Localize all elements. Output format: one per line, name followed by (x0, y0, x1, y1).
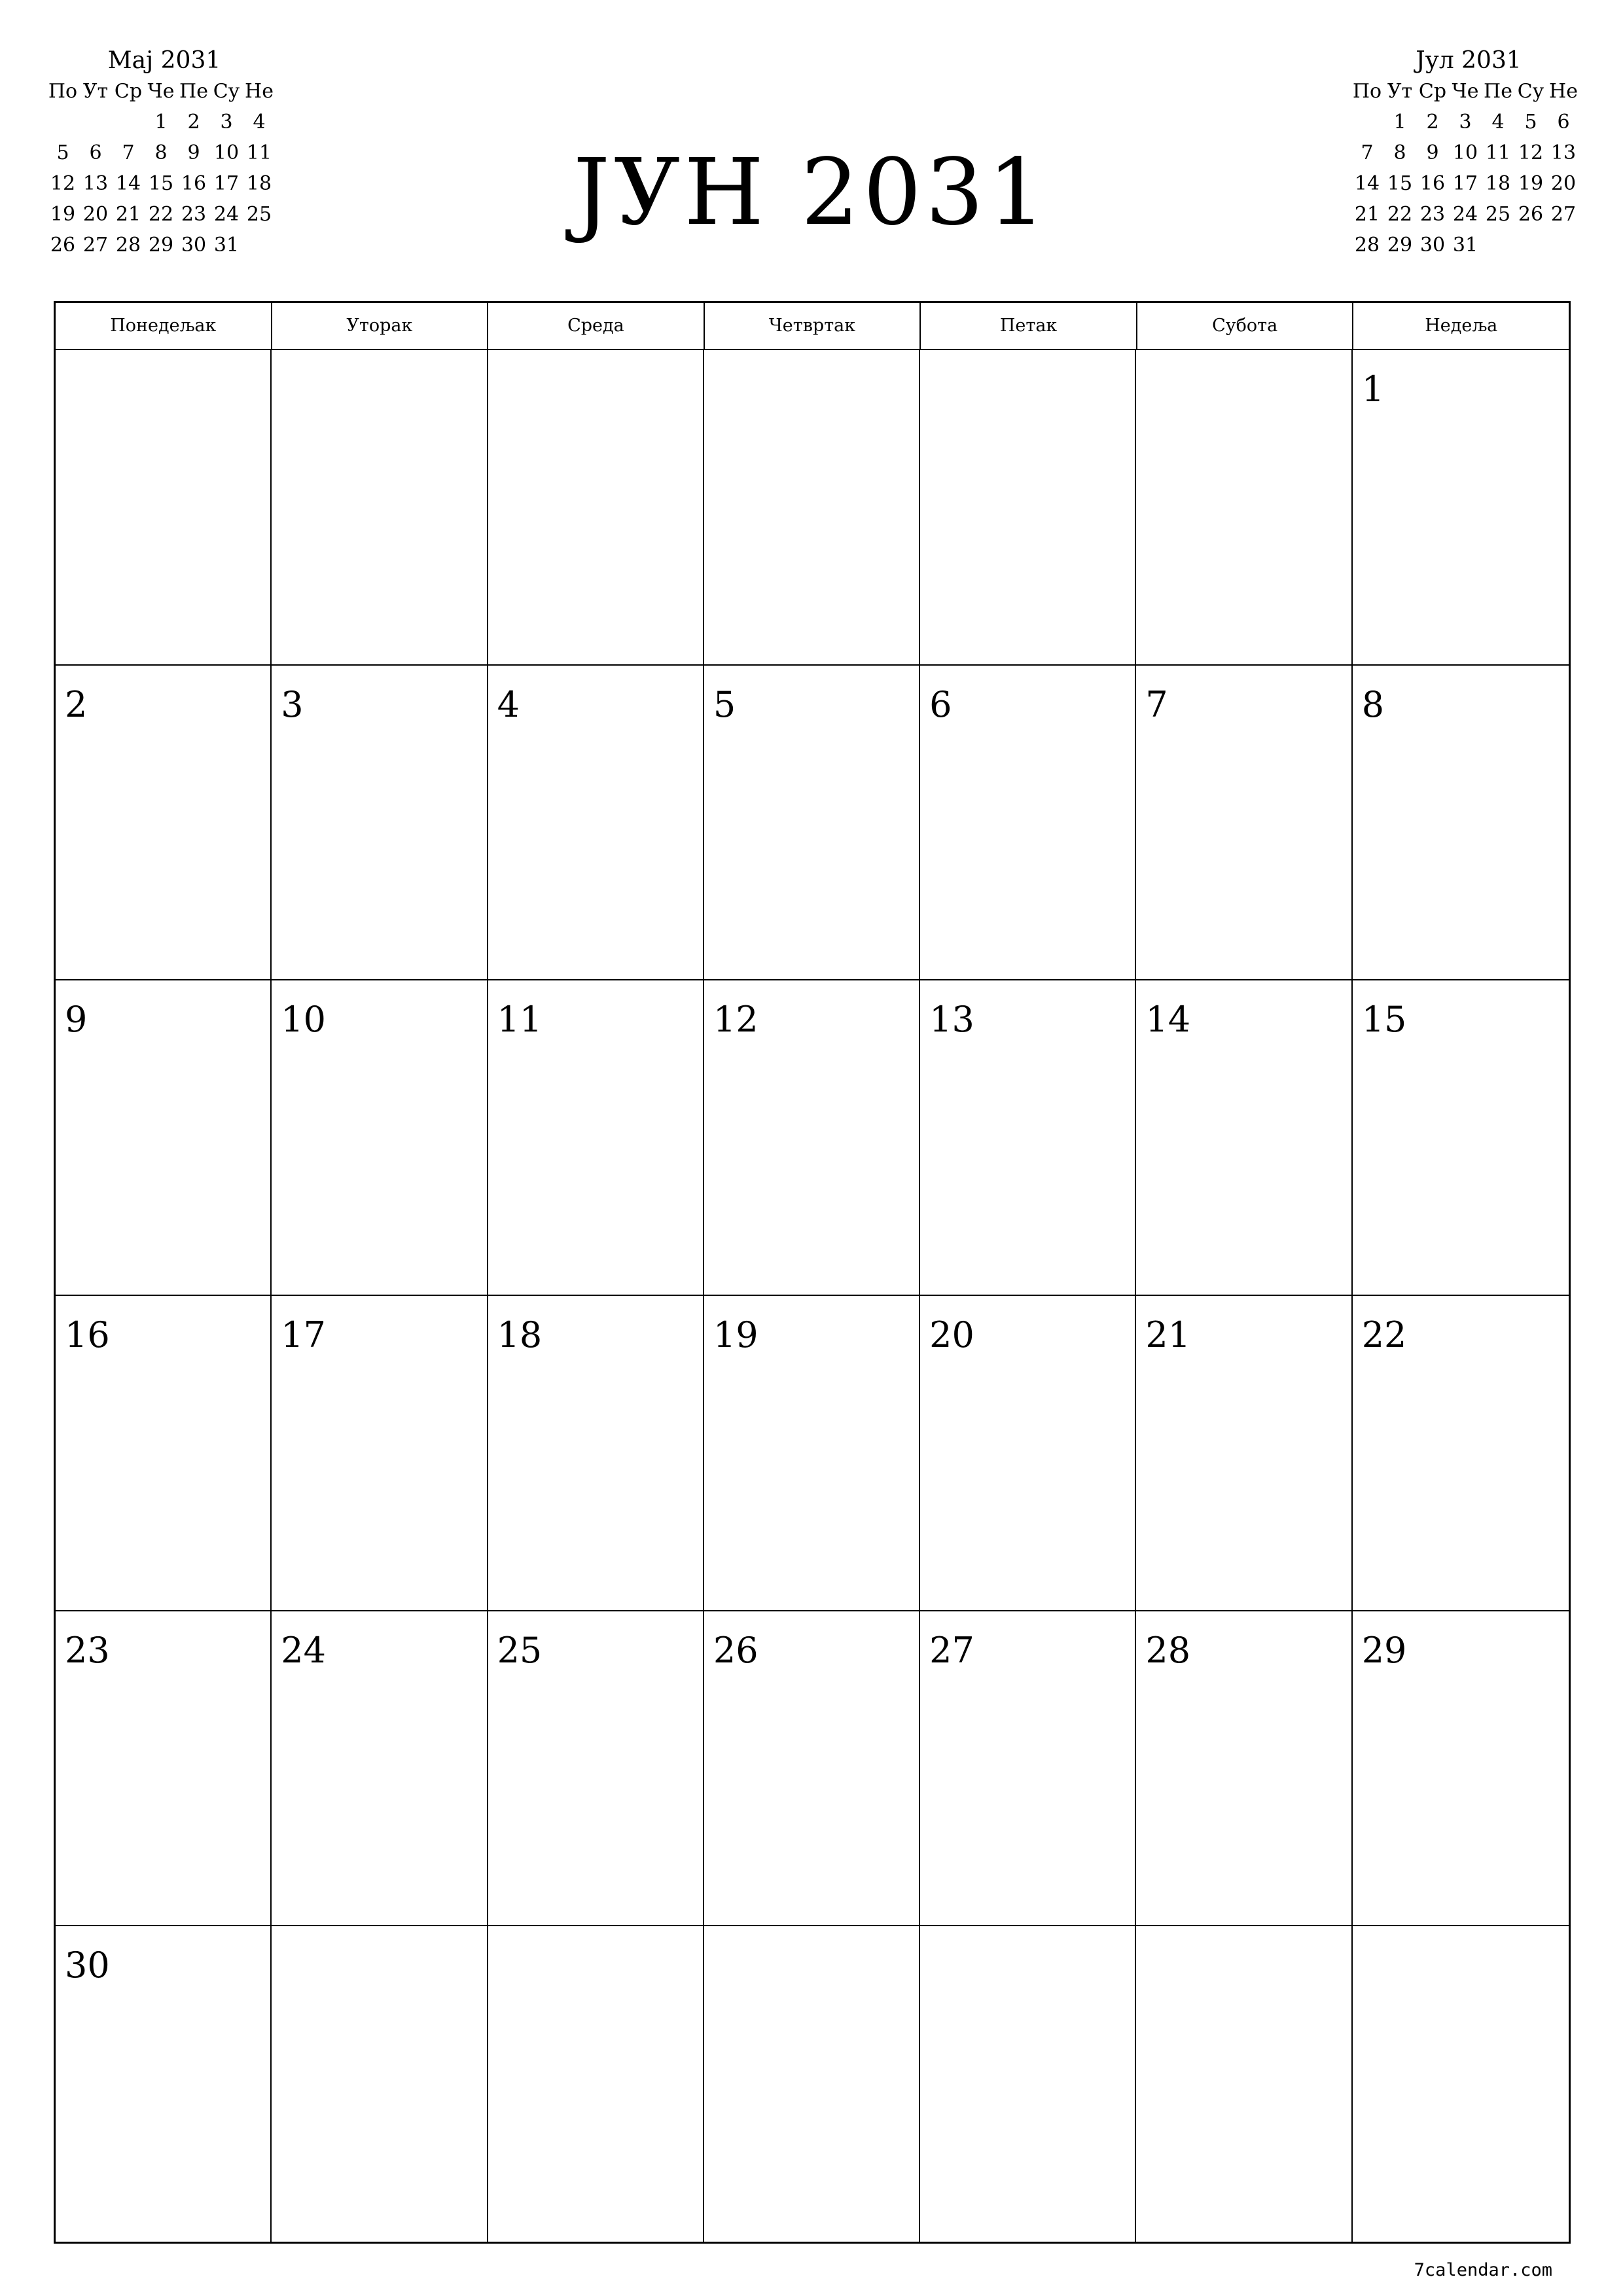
mini-day: 5 (56, 141, 69, 164)
day-cell[interactable] (56, 666, 272, 981)
mini-weekday-label: Не (245, 80, 274, 103)
mini-day: 18 (246, 172, 272, 195)
mini-day: 25 (1485, 203, 1511, 226)
day-cell[interactable] (1136, 350, 1352, 666)
mini-day: 17 (213, 172, 240, 195)
day-number: 22 (1361, 1314, 1407, 1355)
mini-day: 21 (115, 203, 141, 226)
mini-day: 14 (115, 172, 141, 195)
day-cell[interactable] (56, 1926, 272, 2242)
day-number: 17 (281, 1314, 326, 1355)
mini-day: 16 (1419, 172, 1446, 195)
mini-day: 7 (1361, 141, 1374, 164)
mini-day: 25 (246, 203, 272, 226)
mini-day: 10 (213, 141, 240, 164)
mini-day: 27 (1550, 203, 1577, 226)
mini-day: 28 (115, 234, 141, 257)
mini-day: 9 (1426, 141, 1439, 164)
weekday-header: Петак (921, 303, 1137, 349)
weekday-header: Недеља (1425, 315, 1498, 336)
day-cell[interactable] (272, 980, 488, 1296)
mini-day: 5 (1524, 111, 1537, 134)
day-number: 21 (1145, 1314, 1191, 1355)
day-number: 30 (65, 1945, 110, 1986)
mini-day (243, 230, 276, 260)
day-cell[interactable] (920, 980, 1136, 1296)
day-number: 28 (1145, 1629, 1191, 1671)
mini-weekday-label: По (1352, 80, 1382, 103)
day-number: 6 (929, 683, 952, 725)
day-cell[interactable] (272, 1611, 488, 1927)
mini-day (1351, 107, 1383, 137)
mini-day: 24 (1452, 203, 1478, 226)
mini-day: 15 (1387, 172, 1413, 195)
mini-day (1482, 230, 1514, 260)
day-cell[interactable] (56, 1611, 272, 1927)
day-number: 9 (65, 999, 88, 1041)
mini-weekday-label: Су (213, 80, 240, 103)
mini-weekday-label: Ут (1387, 80, 1413, 103)
day-number: 20 (929, 1314, 974, 1355)
mini-day: 22 (148, 203, 174, 226)
mini-day: 7 (122, 141, 135, 164)
day-number: 7 (1145, 683, 1168, 725)
day-cell[interactable] (920, 1611, 1136, 1927)
day-cell[interactable] (272, 1296, 488, 1611)
day-number: 10 (281, 999, 326, 1041)
mini-day (46, 260, 79, 291)
mini-day: 18 (1485, 172, 1511, 195)
day-number: 3 (281, 683, 304, 725)
day-cell[interactable] (704, 350, 920, 666)
day-cell[interactable] (488, 980, 704, 1296)
day-number: 19 (713, 1314, 758, 1355)
day-number: 13 (929, 999, 974, 1041)
site-credit: 7calendar.com (1414, 2260, 1552, 2280)
day-number: 27 (929, 1629, 974, 1671)
mini-weekday-label: Че (147, 80, 175, 103)
mini-day: 29 (148, 234, 174, 257)
day-cell[interactable] (920, 666, 1136, 981)
day-number: 24 (281, 1629, 326, 1671)
mini-day: 29 (1387, 234, 1413, 257)
day-cell[interactable] (488, 1926, 704, 2242)
day-number: 8 (1361, 683, 1385, 725)
mini-calendar-title: Јул 2031 (1416, 47, 1522, 74)
day-cell[interactable] (920, 1926, 1136, 2242)
mini-weekday-label: По (48, 80, 78, 103)
day-number: 4 (497, 683, 520, 725)
day-cell[interactable] (488, 1611, 704, 1927)
day-cell[interactable] (704, 980, 920, 1296)
mini-day (46, 107, 79, 137)
weekday-header: Понедељак (56, 303, 272, 349)
mini-day: 15 (148, 172, 174, 195)
day-cell[interactable] (1353, 350, 1569, 666)
weekday-header: Четвртак (705, 303, 921, 349)
mini-day (1514, 230, 1547, 260)
day-cell[interactable] (704, 1296, 920, 1611)
weekday-header: Субота (1137, 303, 1354, 349)
page-title: ЈУН 2031 (573, 139, 1050, 246)
day-cell[interactable] (56, 350, 272, 666)
mini-calendar-grid (46, 76, 282, 291)
mini-day: 21 (1354, 203, 1380, 226)
mini-day (1351, 260, 1383, 291)
mini-day: 2 (1426, 111, 1439, 134)
mini-day: 3 (220, 111, 233, 134)
day-cell[interactable] (1136, 666, 1352, 981)
day-cell[interactable] (704, 666, 920, 981)
weekday-header: Уторак (272, 303, 489, 349)
weekday-header: Среда (488, 303, 705, 349)
mini-day: 30 (181, 234, 207, 257)
mini-day: 4 (253, 111, 266, 134)
day-cell[interactable] (1136, 1611, 1352, 1927)
mini-day: 14 (1354, 172, 1380, 195)
mini-day: 20 (1550, 172, 1577, 195)
mini-day: 26 (1518, 203, 1544, 226)
mini-day: 6 (89, 141, 102, 164)
day-cell[interactable] (488, 1296, 704, 1611)
mini-day (79, 260, 112, 291)
mini-weekday-label: Су (1517, 80, 1544, 103)
day-number: 2 (65, 683, 88, 725)
day-cell[interactable] (704, 1926, 920, 2242)
mini-day: 1 (1393, 111, 1406, 134)
day-number: 23 (65, 1629, 110, 1671)
mini-day: 13 (82, 172, 109, 195)
mini-day: 11 (1485, 141, 1511, 164)
mini-weekday-label: Ср (114, 80, 143, 103)
day-cell[interactable] (1136, 1926, 1352, 2242)
mini-day: 26 (50, 234, 76, 257)
day-cell[interactable] (488, 666, 704, 981)
day-cell[interactable] (1353, 1611, 1569, 1927)
mini-day: 1 (154, 111, 168, 134)
day-cell[interactable] (56, 980, 272, 1296)
day-cell[interactable] (56, 1296, 272, 1611)
mini-calendar-previous-month (46, 46, 282, 291)
day-cell[interactable] (920, 350, 1136, 666)
day-cell[interactable] (1353, 1926, 1569, 2242)
mini-day: 2 (187, 111, 200, 134)
mini-day: 12 (1518, 141, 1544, 164)
mini-day: 28 (1354, 234, 1380, 257)
mini-weekday-label: Че (1452, 80, 1479, 103)
mini-day: 31 (1452, 234, 1478, 257)
mini-weekday-label: Пе (1484, 80, 1512, 103)
day-number: 29 (1361, 1629, 1407, 1671)
mini-day: 31 (213, 234, 240, 257)
mini-day: 13 (1550, 141, 1577, 164)
day-number: 14 (1145, 999, 1191, 1041)
mini-weekday-label: Ут (82, 80, 109, 103)
mini-day: 19 (1518, 172, 1544, 195)
mini-day: 4 (1491, 111, 1505, 134)
mini-day: 30 (1419, 234, 1446, 257)
mini-calendar-title: Мај 2031 (107, 47, 221, 74)
mini-day: 16 (181, 172, 207, 195)
mini-day (112, 107, 145, 137)
day-cell[interactable] (488, 350, 704, 666)
mini-weekday-label: Пе (179, 80, 208, 103)
mini-day: 17 (1452, 172, 1478, 195)
day-cells (56, 349, 1569, 2242)
day-number: 12 (713, 999, 758, 1041)
day-cell[interactable] (1353, 666, 1569, 981)
mini-weekday-label: Ср (1418, 80, 1447, 103)
mini-day: 10 (1452, 141, 1478, 164)
mini-day: 23 (1419, 203, 1446, 226)
mini-day: 8 (1393, 141, 1406, 164)
day-cell[interactable] (272, 666, 488, 981)
mini-day (1383, 260, 1416, 291)
mini-day: 24 (213, 203, 240, 226)
mini-day: 3 (1459, 111, 1472, 134)
day-cell[interactable] (920, 1296, 1136, 1611)
mini-day: 9 (187, 141, 200, 164)
month-grid (54, 301, 1571, 2244)
mini-day: 8 (154, 141, 168, 164)
mini-day (79, 107, 112, 137)
mini-day: 20 (82, 203, 109, 226)
day-number: 26 (713, 1629, 758, 1671)
mini-day: 22 (1387, 203, 1413, 226)
mini-calendar-grid (1351, 76, 1586, 291)
weekday-header-row (56, 303, 1569, 349)
mini-day: 23 (181, 203, 207, 226)
mini-day: 6 (1557, 111, 1570, 134)
mini-weekday-label: Не (1549, 80, 1578, 103)
day-cell[interactable] (704, 1611, 920, 1927)
day-number: 16 (65, 1314, 110, 1355)
day-number: 25 (497, 1629, 543, 1671)
mini-day: 12 (50, 172, 76, 195)
day-number: 5 (713, 683, 736, 725)
mini-day: 19 (50, 203, 76, 226)
day-cell[interactable] (1136, 980, 1352, 1296)
mini-day (1547, 230, 1580, 260)
day-number: 15 (1361, 999, 1407, 1041)
mini-day: 27 (82, 234, 109, 257)
day-number: 18 (497, 1314, 543, 1355)
mini-day: 11 (246, 141, 272, 164)
day-number: 11 (497, 999, 543, 1041)
day-number: 1 (1361, 368, 1385, 410)
day-cell[interactable] (1353, 980, 1569, 1296)
day-cell[interactable] (272, 1926, 488, 2242)
mini-calendar-next-month (1351, 46, 1586, 291)
day-cell[interactable] (272, 350, 488, 666)
day-cell[interactable] (1136, 1296, 1352, 1611)
day-cell[interactable] (1353, 1296, 1569, 1611)
